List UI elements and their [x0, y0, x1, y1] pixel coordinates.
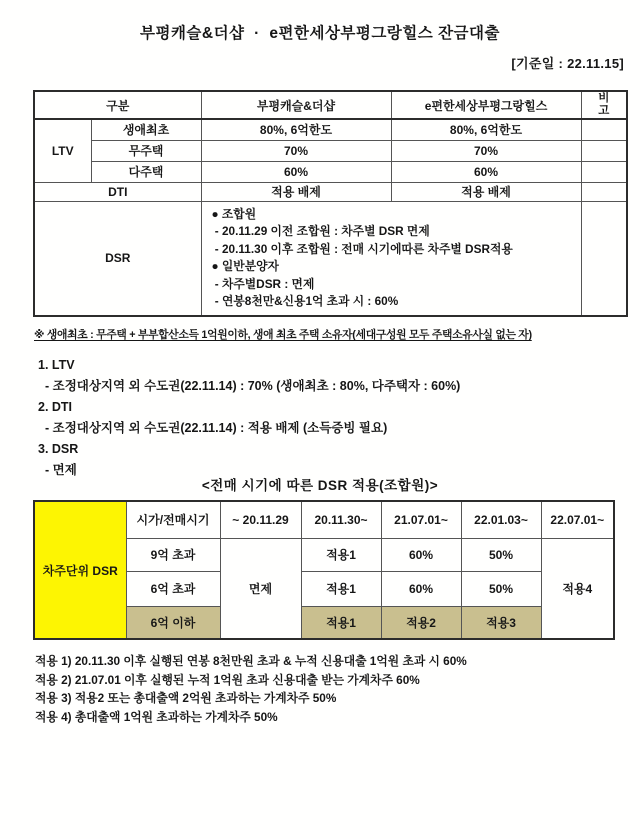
- header-castle: 부평캐슬&더샵: [201, 91, 391, 119]
- reference-date: [기준일 : 22.11.15]: [511, 56, 624, 71]
- apply4-cell: 적용4: [541, 538, 614, 639]
- dsr-line: ● 조합원: [211, 206, 257, 221]
- note-cell: [581, 201, 627, 316]
- ltv-row-multi-house: [34, 161, 627, 182]
- col-header: 21.07.01~: [381, 501, 461, 538]
- dsr-line: - 차주별DSR : 면제: [211, 276, 315, 291]
- col-header: 시가/전매시기: [126, 501, 220, 538]
- dsr-line: ● 일반분양자: [211, 259, 279, 273]
- value-cell: 적용1: [301, 606, 381, 639]
- value-cell: 적용1: [301, 571, 381, 606]
- row-type: 무주택: [91, 140, 201, 161]
- price-band: 9억 초과: [126, 538, 220, 571]
- header-grandhills: e편한세상부평그랑힐스: [391, 91, 581, 119]
- schedule-header-row: [34, 501, 614, 538]
- row-type: 생애최초: [91, 119, 201, 140]
- dsr-line: - 20.11.29 이전 조합원 : 차주별 DSR 면제: [211, 224, 430, 238]
- col-header: 20.11.30~: [301, 501, 381, 538]
- value-cell: 적용 배제: [201, 182, 391, 201]
- value-cell: 적용 배제: [391, 182, 581, 201]
- value-cell: 60%: [381, 571, 461, 606]
- dti-row: [34, 182, 627, 201]
- dsr-line: - 연봉8천만&신용1억 초과 시 : 60%: [211, 294, 399, 308]
- note-cell: [581, 119, 627, 140]
- header-category: 구분: [34, 91, 201, 119]
- criteria-detail: - 면제: [45, 463, 77, 477]
- criteria-heading: 3. DSR: [38, 442, 79, 456]
- dsr-detail-cell: [201, 201, 581, 316]
- value-cell: 70%: [391, 140, 581, 161]
- value-cell: 70%: [201, 140, 391, 161]
- dti-label: DTI: [34, 182, 201, 201]
- footnote: 적용 4) 총대출액 1억원 초과하는 가계차주 50%: [35, 709, 278, 724]
- col-header: 22.01.03~: [461, 501, 541, 538]
- dsr-schedule-title: <전매 시기에 따른 DSR 적용(조합원)>: [201, 478, 439, 493]
- footnote: 적용 3) 적용2 또는 총대출액 2억원 초과하는 가계차주 50%: [35, 691, 337, 705]
- exempt-cell: 면제: [220, 538, 301, 639]
- col-header: ~ 20.11.29: [220, 501, 301, 538]
- value-cell: 적용3: [461, 606, 541, 639]
- dsr-label: DSR: [34, 201, 201, 316]
- ltv-label: LTV: [34, 119, 91, 182]
- value-cell: 50%: [461, 538, 541, 571]
- value-cell: 80%, 6억한도: [201, 119, 391, 140]
- note-cell: [581, 182, 627, 201]
- value-cell: 60%: [381, 538, 461, 571]
- first-home-definition-note: ※ 생애최초 : 무주택 + 부부합산소득 1억원이하, 생애 최초 주택 소유자(세대구성원 모두 주택소유사실 없는 자): [34, 329, 532, 341]
- value-cell: 적용1: [301, 538, 381, 571]
- application-footnotes: [35, 652, 467, 726]
- header-note: 비고: [581, 91, 627, 119]
- loan-terms-table: [33, 90, 628, 317]
- value-cell: 50%: [461, 571, 541, 606]
- criteria-heading: 2. DTI: [38, 400, 73, 414]
- note-cell: [581, 161, 627, 182]
- value-cell: 적용2: [381, 606, 461, 639]
- ltv-row-no-house: [34, 140, 627, 161]
- row-header-borrower-dsr: 차주단위 DSR: [34, 501, 126, 639]
- dsr-schedule-table: [33, 500, 615, 640]
- footnote: 적용 2) 21.07.01 이후 실행된 누적 1억원 초과 신용대출 받는 가계차주 60%: [35, 672, 420, 687]
- footnote: 적용 1) 20.11.30 이후 실행된 연봉 8천만원 초과 & 누적 신용대출 1억원 초과 시 60%: [35, 654, 467, 668]
- col-header: 22.07.01~: [541, 501, 614, 538]
- price-band: 6억 이하: [126, 606, 220, 639]
- criteria-detail: - 조정대상지역 외 수도권(22.11.14) : 적용 배제 (소득증빙 필요): [45, 421, 388, 435]
- value-cell: 60%: [391, 161, 581, 182]
- criteria-heading: 1. LTV: [38, 358, 75, 372]
- price-band: 6억 초과: [126, 571, 220, 606]
- dsr-line: - 20.11.30 이후 조합원 : 전매 시기에따른 차주별 DSR적용: [211, 241, 513, 256]
- ltv-row-first-home: [34, 119, 627, 140]
- row-type: 다주택: [91, 161, 201, 182]
- criteria-detail: - 조정대상지역 외 수도권(22.11.14) : 70% (생애최초 : 80%, 다주택자 : 60%): [45, 379, 461, 393]
- document-title: 부평캐슬&더샵 · e편한세상부평그랑힐스 잔금대출: [140, 25, 500, 42]
- dsr-row: [34, 201, 627, 316]
- value-cell: 80%, 6억한도: [391, 119, 581, 140]
- table-header-row: [34, 91, 627, 119]
- criteria-list: [38, 355, 460, 481]
- note-cell: [581, 140, 627, 161]
- value-cell: 60%: [201, 161, 391, 182]
